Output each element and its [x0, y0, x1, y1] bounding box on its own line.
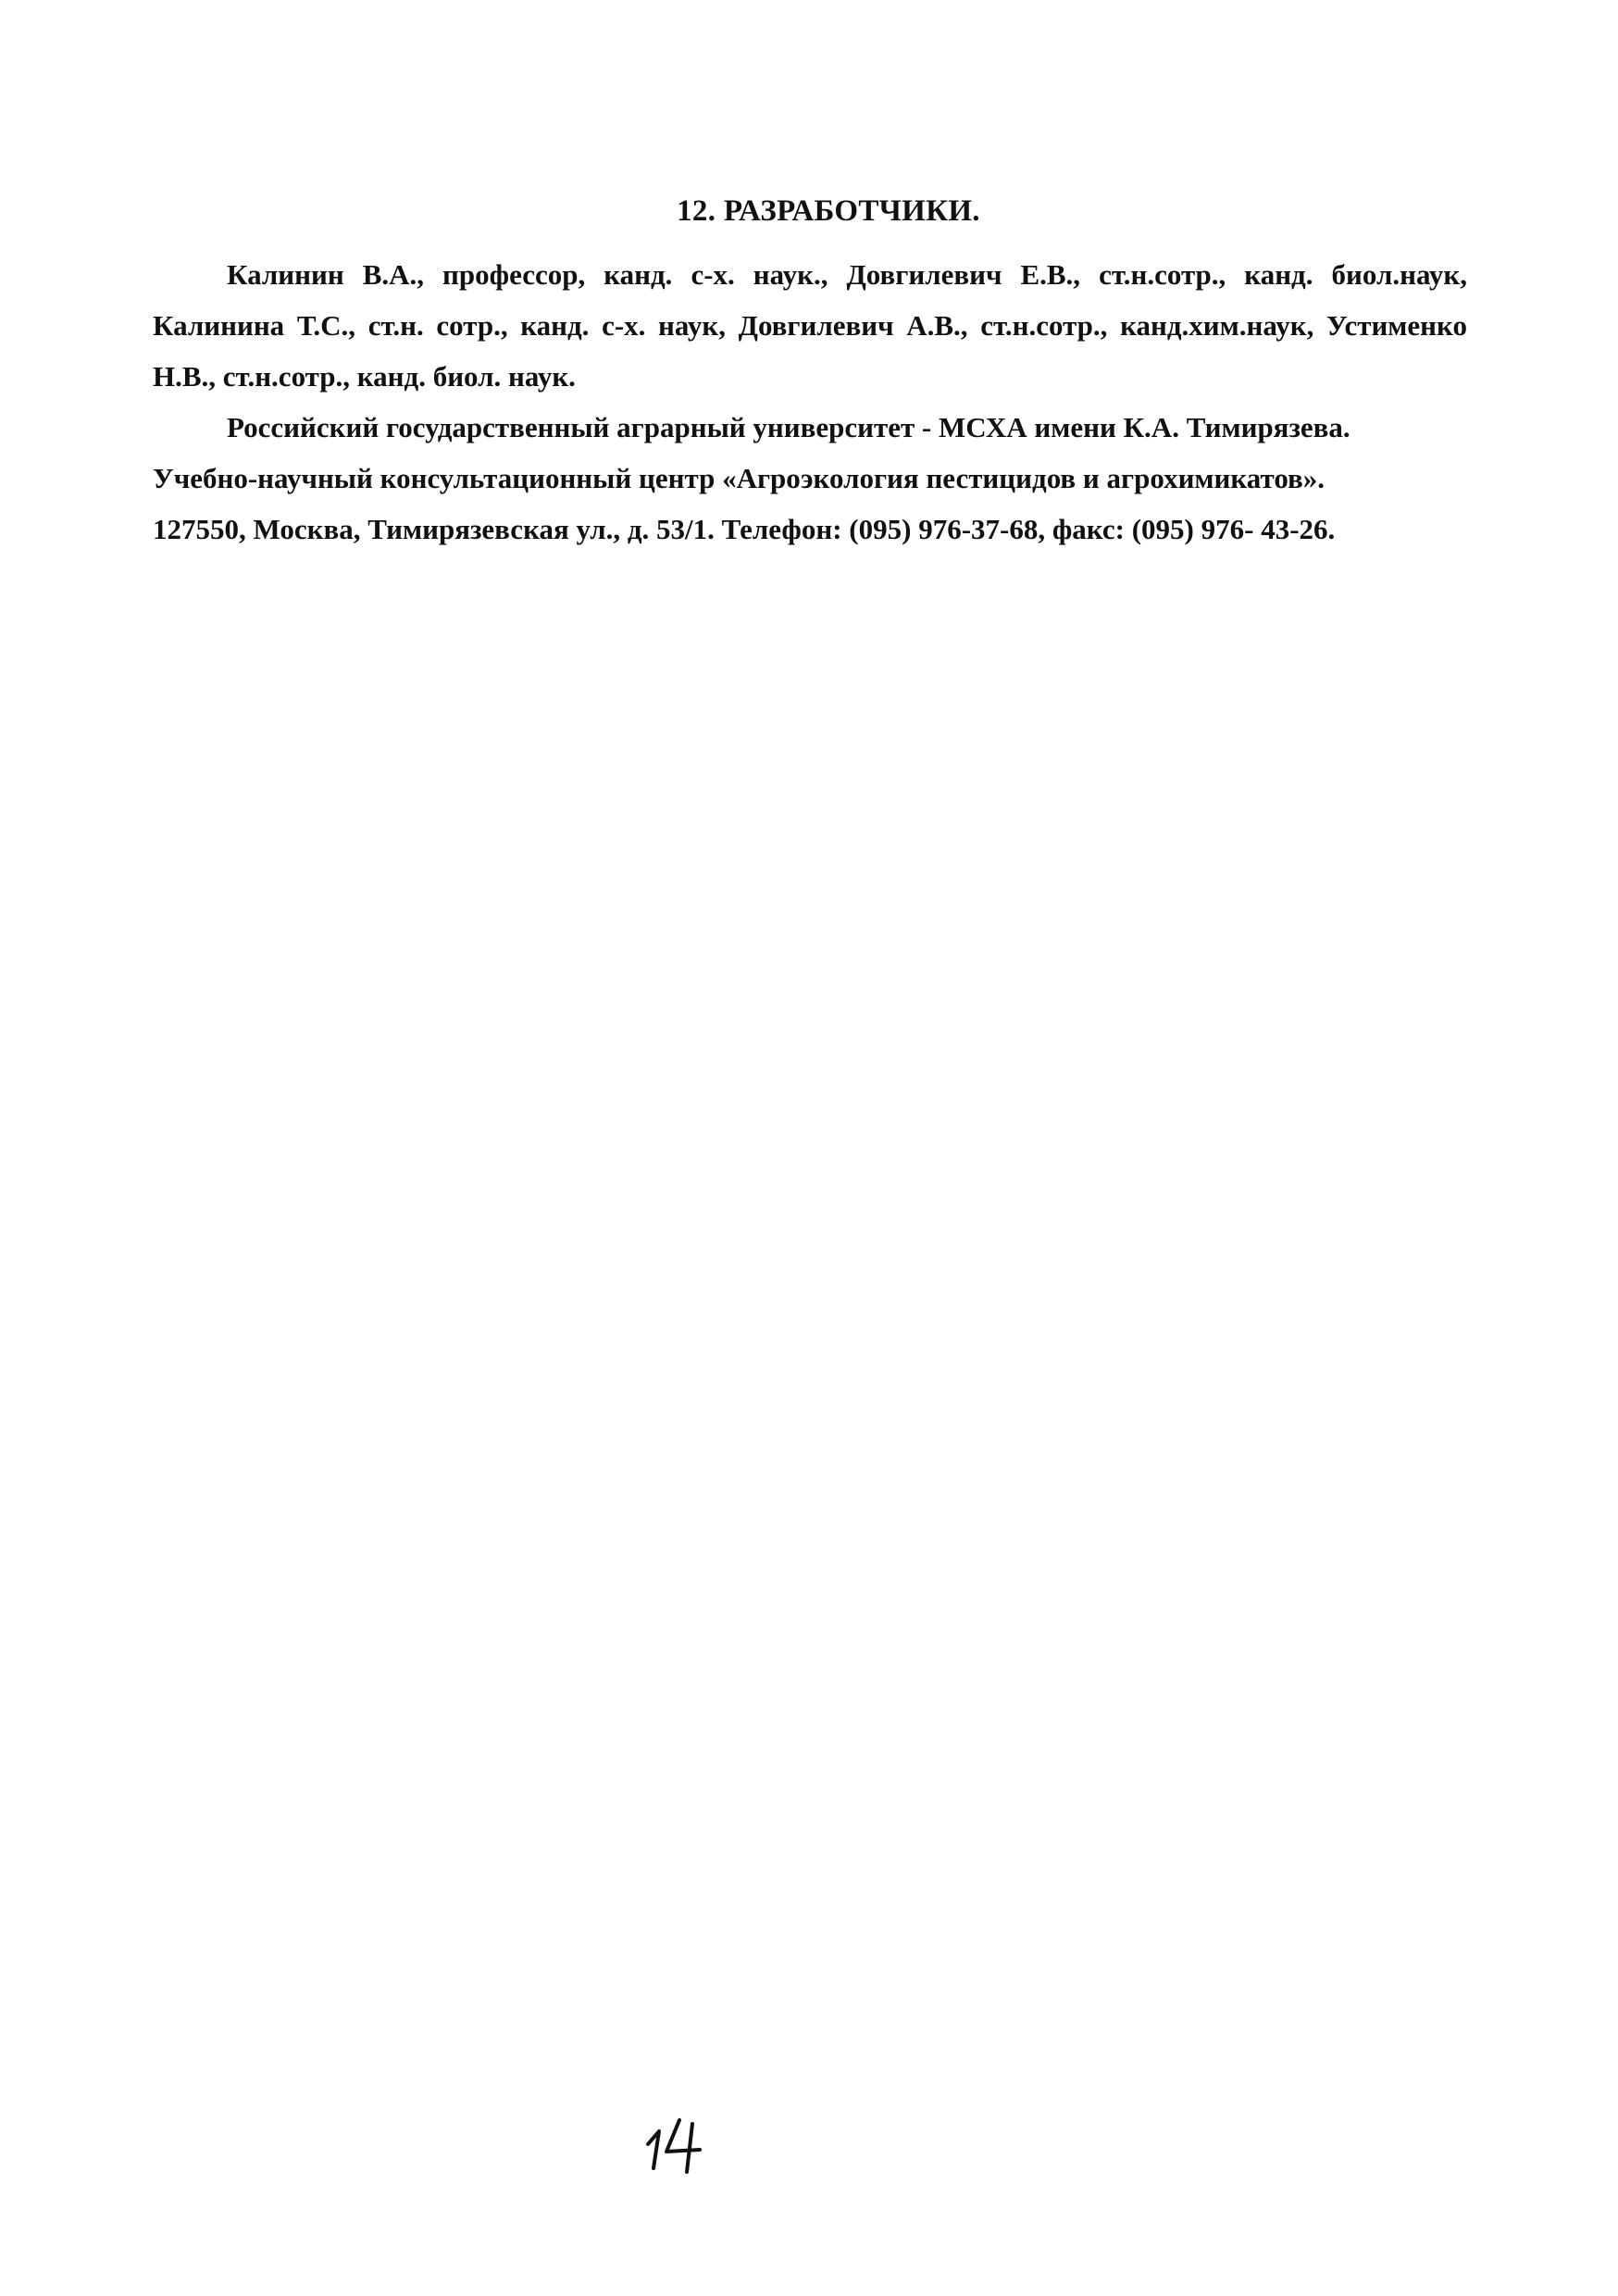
section-title: 12. РАЗРАБОТЧИКИ. [677, 194, 980, 228]
organization-address: 127550, Москва, Тимирязевская ул., д. 53/1. Телефон: (095) 976-37-68, факс: (095) 976- 43-26. [153, 513, 1336, 545]
organization-center: Учебно-научный консультационный центр «Агроэкология пестицидов и агрохимикатов». [153, 462, 1326, 494]
page-number [639, 2111, 713, 2176]
organization-name: Российский государственный аграрный университет - МСХА имени К.А. Тимирязева. [227, 411, 1350, 443]
document-content [153, 194, 1467, 555]
handwritten-page-number-icon [639, 2111, 713, 2176]
organization-block [153, 402, 1467, 555]
authors-paragraph: Калинин В.А., профессор, канд. с-х. наук., Довгилевич Е.В., ст.н.сотр., канд. биол.наук, Калинина Т.С., ст.н. сотр., канд. с-х. наук, Довгилевич А.В., ст.н.сотр., канд.хим.наук, Устименко Н.В., ст.н.сотр., канд. биол. наук. [153, 258, 1467, 393]
